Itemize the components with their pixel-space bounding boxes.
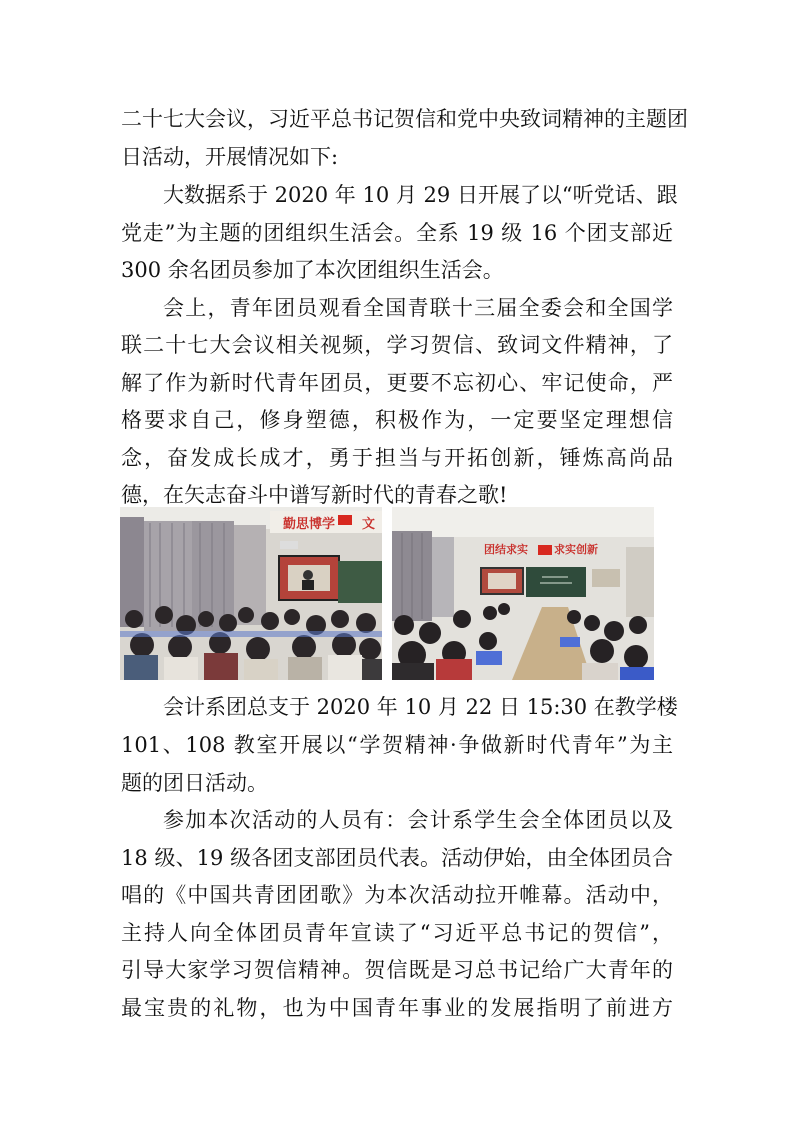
paragraph-line: 引导大家学习贺信精神。贺信既是习总书记给广大青年的: [121, 958, 673, 982]
left-banner-partial-text: 文: [362, 517, 376, 532]
paragraph-line: 日活动，开展情况如下:: [121, 145, 339, 169]
paragraph-line: 会计系团总支于 2020 年 10 月 22 日 15:30 在教学楼: [163, 695, 678, 719]
paragraph-line: 题的团日活动。: [121, 771, 268, 795]
paragraph-line: 唱的《中国共青团团歌》为本次活动拉开帷幕。活动中，: [121, 883, 673, 907]
paragraph-line: 二十七大会议，习近平总书记贺信和党中央致词精神的主题团: [121, 107, 688, 131]
paragraph-line: 党走”为主题的团组织生活会。全系 19 级 16 个团支部近: [121, 221, 673, 245]
paragraph-line: 大数据系于 2020 年 10 月 29 日开展了以“听党话、跟: [163, 183, 678, 207]
classroom-photo-left: [120, 507, 382, 680]
right-banner-text-1: 团结求实: [484, 543, 528, 556]
paragraph-line: 最宝贵的礼物，也为中国青年事业的发展指明了前进方: [121, 996, 673, 1020]
paragraph-line: 101、108 教室开展以“学贺精神·争做新时代青年”为主: [121, 733, 673, 757]
paragraph-line: 念，奋发成长成才，勇于担当与开拓创新，锤炼高尚品: [121, 446, 673, 470]
paragraph-line: 解了作为新时代青年团员，更要不忘初心、牢记使命，严: [121, 371, 673, 395]
paragraph-line: 会上，青年团员观看全国青联十三届全委会和全国学: [163, 296, 673, 320]
paragraph-line: 300 余名团员参加了本次团组织生活会。: [121, 258, 504, 282]
photo-row: [120, 507, 654, 680]
right-banner-text-2: 求实创新: [554, 543, 598, 556]
paragraph-line: 格要求自己，修身塑德，积极作为，一定要坚定理想信: [121, 408, 673, 432]
paragraph-line: 德，在矢志奋斗中谱写新时代的青春之歌!: [121, 483, 508, 507]
classroom-photo-right: [392, 507, 654, 680]
paragraph-line: 参加本次活动的人员有：会计系学生会全体团员以及: [163, 808, 673, 832]
left-banner-text: 勤思博学: [283, 517, 336, 532]
paragraph-line: 主持人向全体团员青年宣读了“习近平总书记的贺信”，: [121, 921, 673, 945]
paragraph-line: 联二十七大会议相关视频，学习贺信、致词文件精神，了: [121, 333, 673, 357]
paragraph-line: 18 级、19 级各团支部团员代表。活动伊始，由全体团员合: [121, 846, 673, 870]
